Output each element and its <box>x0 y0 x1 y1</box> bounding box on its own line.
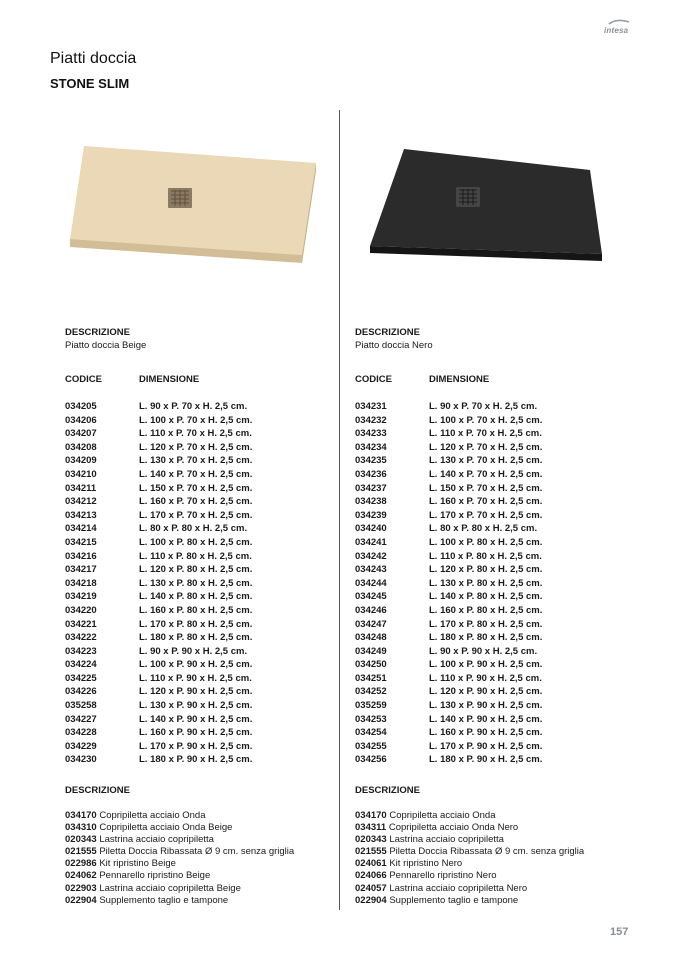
accessory-text: Lastrina acciaio copripiletta <box>99 834 214 846</box>
description-text: Piatto doccia Nero <box>355 340 433 351</box>
table-row <box>65 672 325 686</box>
accessory-text: Piletta Doccia Ribassata Ø 9 cm. senza griglia <box>389 846 585 858</box>
product-dimension: L. 150 x P. 70 x H. 2,5 cm. <box>429 482 543 494</box>
table-row <box>355 685 615 699</box>
product-code: 034234 <box>355 441 387 453</box>
table-row <box>355 618 615 632</box>
accessory-item <box>65 846 355 858</box>
product-code: 034208 <box>65 441 97 453</box>
table-row <box>355 590 615 604</box>
accessory-item <box>355 810 645 822</box>
product-dimension: L. 160 x P. 70 x H. 2,5 cm. <box>429 496 543 508</box>
accessory-item <box>65 883 355 895</box>
accessory-code: 034170 <box>355 810 387 821</box>
table-row <box>355 468 615 482</box>
accessory-item <box>355 858 645 870</box>
table-row <box>355 672 615 686</box>
accessory-text: Copripiletta acciaio Onda Beige <box>99 822 233 834</box>
product-code: 034205 <box>65 401 97 412</box>
product-code: 034228 <box>65 727 97 739</box>
drain-grate-icon <box>168 188 192 208</box>
product-dimension: L. 140 x P. 90 x H. 2,5 cm. <box>429 713 543 725</box>
product-code: 034213 <box>65 509 97 521</box>
table-row <box>65 509 325 523</box>
table-row <box>65 441 325 455</box>
product-code: 034220 <box>65 604 97 616</box>
product-dimension: L. 130 x P. 90 x H. 2,5 cm. <box>139 700 253 712</box>
table-row <box>65 577 325 591</box>
product-code: 034231 <box>355 401 387 412</box>
table-row <box>65 726 325 740</box>
product-dimension: L. 110 x P. 80 x H. 2,5 cm. <box>139 550 252 562</box>
accessory-text: Supplemento taglio e tampone <box>389 894 519 906</box>
product-dimension: L. 110 x P. 90 x H. 2,5 cm. <box>139 672 252 684</box>
accessory-text: Copripiletta acciaio Onda <box>389 810 496 821</box>
accessory-code: 022904 <box>355 894 387 906</box>
table-row <box>355 414 615 428</box>
product-code: 034242 <box>355 550 387 562</box>
product-dimension: L. 160 x P. 80 x H. 2,5 cm. <box>429 604 543 616</box>
product-dimension: L. 180 x P. 80 x H. 2,5 cm. <box>139 632 253 644</box>
table-row <box>355 699 615 713</box>
product-code: 034237 <box>355 482 387 494</box>
code-header: CODICE <box>355 374 392 385</box>
table-row <box>65 645 325 659</box>
product-dimension: L. 120 x P. 70 x H. 2,5 cm. <box>429 441 543 453</box>
accessory-text: Lastrina acciaio copripiletta Beige <box>99 882 241 894</box>
product-dimension: L. 150 x P. 70 x H. 2,5 cm. <box>139 482 253 494</box>
accessory-text: Pennarello ripristino Nero <box>389 870 497 882</box>
product-dimension: L. 100 x P. 70 x H. 2,5 cm. <box>429 414 543 426</box>
drain-grate-icon <box>456 187 480 207</box>
product-image-nero <box>368 144 608 269</box>
accessory-code: 022986 <box>65 858 97 870</box>
description-label: DESCRIZIONE <box>355 327 420 338</box>
product-code: 034243 <box>355 564 387 576</box>
product-code: 034226 <box>65 686 97 698</box>
table-row <box>355 495 615 509</box>
product-dimension: L. 90 x P. 90 x H. 2,5 cm. <box>139 645 248 657</box>
product-code: 034256 <box>355 754 387 766</box>
product-dimension: L. 120 x P. 90 x H. 2,5 cm. <box>429 686 543 698</box>
product-code: 034238 <box>355 496 387 508</box>
product-code: 035258 <box>65 700 97 712</box>
table-row <box>65 604 325 618</box>
accessory-item <box>355 822 645 834</box>
product-dimension: L. 170 x P. 70 x H. 2,5 cm. <box>429 509 543 521</box>
product-code: 034209 <box>65 455 97 467</box>
table-row <box>65 753 325 767</box>
product-dimension: L. 110 x P. 70 x H. 2,5 cm. <box>429 428 542 440</box>
product-code: 034249 <box>355 645 387 657</box>
product-code: 034225 <box>65 672 97 684</box>
table-row <box>65 740 325 754</box>
product-code: 034239 <box>355 509 387 521</box>
accessory-item <box>65 834 355 846</box>
accessory-code: 021555 <box>65 846 97 858</box>
accessory-item <box>65 870 355 882</box>
table-row <box>355 441 615 455</box>
table-row <box>355 522 615 536</box>
page-title: Piatti doccia <box>50 50 137 67</box>
accessory-item <box>355 846 645 858</box>
accessory-item <box>355 834 645 846</box>
table-row <box>65 590 325 604</box>
product-code: 034252 <box>355 686 387 698</box>
size-table <box>65 400 325 767</box>
size-table <box>355 400 615 767</box>
table-row <box>65 685 325 699</box>
description-label: DESCRIZIONE <box>65 327 130 338</box>
accessories-label: DESCRIZIONE <box>65 785 130 796</box>
product-dimension: L. 100 x P. 80 x H. 2,5 cm. <box>429 536 543 548</box>
table-row <box>65 522 325 536</box>
table-row <box>355 427 615 441</box>
product-code: 034206 <box>65 414 97 426</box>
accessories-list <box>355 810 645 907</box>
product-dimension: L. 100 x P. 70 x H. 2,5 cm. <box>139 414 253 426</box>
product-dimension: L. 120 x P. 80 x H. 2,5 cm. <box>139 564 253 576</box>
logo-swoosh-icon <box>608 18 630 26</box>
product-dimension: L. 160 x P. 90 x H. 2,5 cm. <box>139 727 253 739</box>
product-dimension: L. 130 x P. 80 x H. 2,5 cm. <box>429 577 543 589</box>
product-code: 034210 <box>65 468 97 480</box>
table-row <box>65 658 325 672</box>
brand-name: intesa <box>604 26 629 35</box>
product-code: 034219 <box>65 591 97 603</box>
accessory-code: 034311 <box>355 822 387 834</box>
table-row <box>65 713 325 727</box>
accessory-item <box>65 895 355 907</box>
product-dimension: L. 90 x P. 70 x H. 2,5 cm. <box>139 401 248 412</box>
dimension-header: DIMENSIONE <box>429 374 490 385</box>
accessory-text: Copripiletta acciaio Onda Nero <box>388 822 519 834</box>
product-image-beige <box>60 138 320 263</box>
accessory-text: Pennarello ripristino Beige <box>99 870 211 882</box>
product-dimension: L. 110 x P. 70 x H. 2,5 cm. <box>139 428 252 440</box>
accessory-item <box>355 870 645 882</box>
product-code: 034246 <box>355 604 387 616</box>
product-dimension: L. 120 x P. 70 x H. 2,5 cm. <box>139 441 253 453</box>
product-code: 034232 <box>355 414 387 426</box>
description-text: Piatto doccia Beige <box>65 340 147 351</box>
table-row <box>355 753 615 767</box>
accessory-text: Copripiletta acciaio Onda <box>99 810 206 821</box>
product-dimension: L. 100 x P. 80 x H. 2,5 cm. <box>139 536 253 548</box>
product-code: 034245 <box>355 591 387 603</box>
product-code: 034244 <box>355 577 387 589</box>
page-subtitle: STONE SLIM <box>50 76 130 91</box>
column-divider <box>339 110 340 910</box>
product-code: 034227 <box>65 713 97 725</box>
product-code: 034240 <box>355 523 387 535</box>
accessory-text: Lastrina acciaio copripiletta <box>389 834 504 846</box>
product-dimension: L. 90 x P. 70 x H. 2,5 cm. <box>429 401 538 412</box>
accessory-code: 024057 <box>355 882 387 894</box>
product-code: 034207 <box>65 428 97 440</box>
table-row <box>355 631 615 645</box>
table-row <box>355 550 615 564</box>
accessory-code: 034310 <box>65 822 97 834</box>
accessories-list <box>65 810 355 907</box>
product-dimension: L. 180 x P. 80 x H. 2,5 cm. <box>429 632 543 644</box>
product-dimension: L. 90 x P. 90 x H. 2,5 cm. <box>429 645 538 657</box>
accessory-item <box>355 883 645 895</box>
product-code: 034250 <box>355 659 387 671</box>
product-dimension: L. 120 x P. 90 x H. 2,5 cm. <box>139 686 253 698</box>
product-column-beige <box>65 326 325 906</box>
product-code: 034215 <box>65 536 97 548</box>
table-row <box>65 631 325 645</box>
accessory-code: 020343 <box>355 834 387 846</box>
table-row <box>65 699 325 713</box>
product-code: 034251 <box>355 672 387 684</box>
accessory-item <box>65 858 355 870</box>
table-row <box>355 713 615 727</box>
accessory-code: 024062 <box>65 870 97 882</box>
accessory-text: Kit ripristino Beige <box>99 858 176 870</box>
product-code: 034212 <box>65 496 97 508</box>
product-code: 034224 <box>65 659 97 671</box>
product-dimension: L. 130 x P. 80 x H. 2,5 cm. <box>139 577 253 589</box>
product-dimension: L. 130 x P. 90 x H. 2,5 cm. <box>429 700 543 712</box>
product-dimension: L. 130 x P. 70 x H. 2,5 cm. <box>139 455 253 467</box>
table-row <box>65 563 325 577</box>
product-code: 034217 <box>65 564 97 576</box>
product-dimension: L. 170 x P. 90 x H. 2,5 cm. <box>429 740 543 752</box>
table-row <box>355 454 615 468</box>
table-row <box>65 414 325 428</box>
table-row <box>65 536 325 550</box>
code-header: CODICE <box>65 374 102 385</box>
product-code: 034253 <box>355 713 387 725</box>
table-row <box>65 468 325 482</box>
product-dimension: L. 80 x P. 80 x H. 2,5 cm. <box>139 523 248 535</box>
accessory-code: 024066 <box>355 870 387 882</box>
table-row <box>65 550 325 564</box>
product-dimension: L. 170 x P. 70 x H. 2,5 cm. <box>139 509 253 521</box>
accessory-code: 034170 <box>65 810 97 821</box>
accessory-item <box>355 895 645 907</box>
product-code: 034223 <box>65 645 97 657</box>
product-dimension: L. 120 x P. 80 x H. 2,5 cm. <box>429 564 543 576</box>
product-dimension: L. 160 x P. 90 x H. 2,5 cm. <box>429 727 543 739</box>
product-code: 034247 <box>355 618 387 630</box>
product-code: 034236 <box>355 468 387 480</box>
product-dimension: L. 170 x P. 80 x H. 2,5 cm. <box>429 618 543 630</box>
table-row <box>355 577 615 591</box>
product-code: 034218 <box>65 577 97 589</box>
table-row <box>355 645 615 659</box>
table-row <box>65 618 325 632</box>
brand-logo <box>600 18 636 38</box>
product-column-nero <box>355 326 615 906</box>
accessory-text: Lastrina acciaio copripiletta Nero <box>389 882 528 894</box>
table-row <box>65 400 325 414</box>
table-row <box>355 509 615 523</box>
accessory-item <box>65 810 355 822</box>
table-row <box>65 495 325 509</box>
product-dimension: L. 110 x P. 80 x H. 2,5 cm. <box>429 550 542 562</box>
product-dimension: L. 140 x P. 70 x H. 2,5 cm. <box>139 468 253 480</box>
accessory-code: 022903 <box>65 882 97 894</box>
page-number: 157 <box>610 926 629 938</box>
product-code: 034235 <box>355 455 387 467</box>
table-row <box>355 740 615 754</box>
table-row <box>65 482 325 496</box>
table-row <box>355 726 615 740</box>
product-dimension: L. 140 x P. 70 x H. 2,5 cm. <box>429 468 543 480</box>
table-row <box>355 400 615 414</box>
product-dimension: L. 140 x P. 80 x H. 2,5 cm. <box>429 591 543 603</box>
product-dimension: L. 140 x P. 90 x H. 2,5 cm. <box>139 713 253 725</box>
table-row <box>355 658 615 672</box>
accessory-text: Supplemento taglio e tampone <box>99 894 229 906</box>
product-dimension: L. 160 x P. 80 x H. 2,5 cm. <box>139 604 253 616</box>
accessory-code: 022904 <box>65 894 97 906</box>
product-code: 034230 <box>65 754 97 766</box>
product-code: 034254 <box>355 727 387 739</box>
product-dimension: L. 130 x P. 70 x H. 2,5 cm. <box>429 455 543 467</box>
product-code: 034229 <box>65 740 97 752</box>
product-dimension: L. 100 x P. 90 x H. 2,5 cm. <box>429 659 543 671</box>
product-code: 034222 <box>65 632 97 644</box>
product-code: 034248 <box>355 632 387 644</box>
accessories-label: DESCRIZIONE <box>355 785 420 796</box>
product-dimension: L. 180 x P. 90 x H. 2,5 cm. <box>139 754 253 766</box>
accessory-text: Piletta Doccia Ribassata Ø 9 cm. senza griglia <box>99 846 295 858</box>
product-code: 034211 <box>65 482 97 494</box>
accessory-code: 021555 <box>355 846 387 858</box>
accessory-item <box>65 822 355 834</box>
table-row <box>355 563 615 577</box>
product-dimension: L. 170 x P. 80 x H. 2,5 cm. <box>139 618 253 630</box>
product-dimension: L. 100 x P. 90 x H. 2,5 cm. <box>139 659 253 671</box>
product-dimension: L. 170 x P. 90 x H. 2,5 cm. <box>139 740 253 752</box>
product-dimension: L. 140 x P. 80 x H. 2,5 cm. <box>139 591 253 603</box>
product-code: 034221 <box>65 618 97 630</box>
product-code: 034241 <box>355 536 387 548</box>
product-dimension: L. 180 x P. 90 x H. 2,5 cm. <box>429 754 543 766</box>
product-code: 034255 <box>355 740 387 752</box>
product-code: 034214 <box>65 523 97 535</box>
product-dimension: L. 110 x P. 90 x H. 2,5 cm. <box>429 672 542 684</box>
product-dimension: L. 80 x P. 80 x H. 2,5 cm. <box>429 523 538 535</box>
accessory-text: Kit ripristino Nero <box>389 858 463 870</box>
product-dimension: L. 160 x P. 70 x H. 2,5 cm. <box>139 496 253 508</box>
accessory-code: 024061 <box>355 858 387 870</box>
dimension-header: DIMENSIONE <box>139 374 200 385</box>
table-row <box>65 454 325 468</box>
accessory-code: 020343 <box>65 834 97 846</box>
table-row <box>65 427 325 441</box>
table-row <box>355 604 615 618</box>
product-code: 035259 <box>355 700 387 712</box>
product-code: 034216 <box>65 550 97 562</box>
table-row <box>355 482 615 496</box>
table-row <box>355 536 615 550</box>
product-code: 034233 <box>355 428 387 440</box>
